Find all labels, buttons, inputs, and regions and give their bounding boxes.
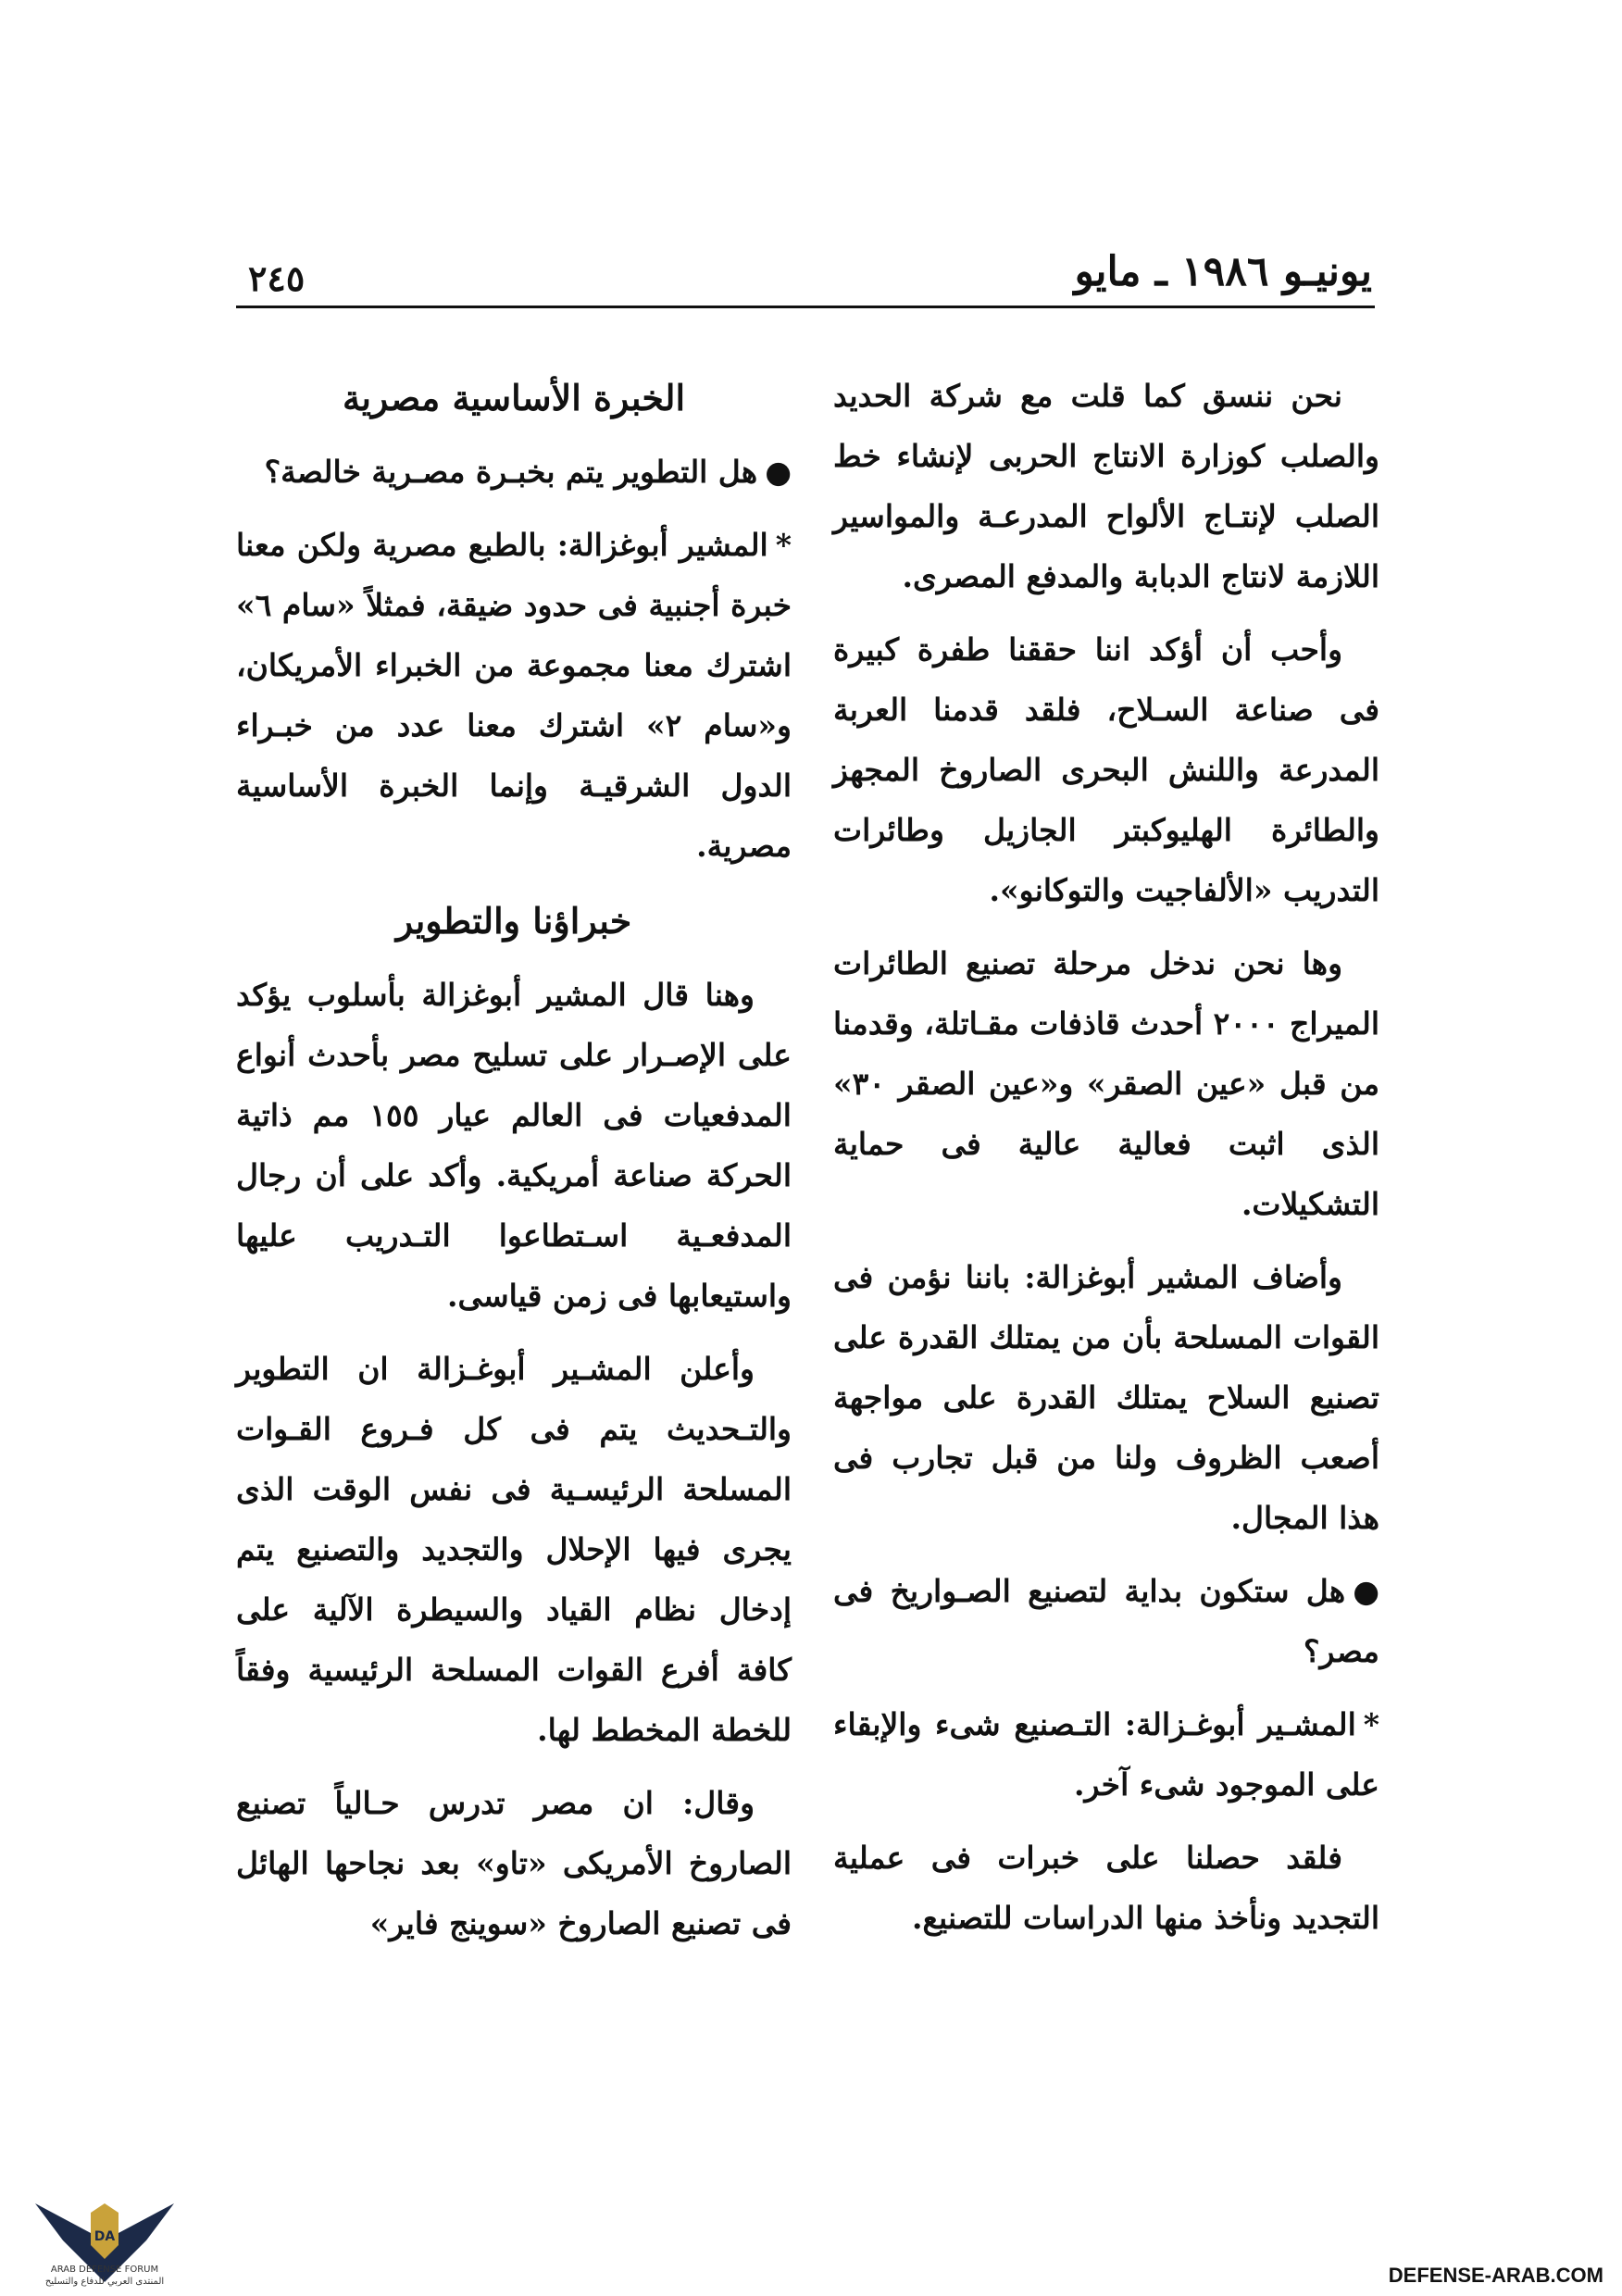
body-paragraph: نحن ننسق كما قلت مع شركة الحديد والصلب كوزارة الانتاج الحربى لإنشاء خط الصلب لإنتـاج الألواح المدرعـة والمواسير اللازمة لانتاج الدبابة والمدفع المصرى. [833,378,1379,594]
interview-question [833,1561,1379,1681]
answer-text: المشـير أبوغـزالة: التـصنيع شىء والإبقاء على الموجود شىء آخر. [833,1706,1379,1803]
left-text-column [236,366,792,1966]
page-number: ٢٤٥ [248,257,306,299]
body-paragraph: وهنا قال المشير أبوغزالة بأسلوب يؤكد على الإصـرار على تسليح مصر بأحدث أنواع المدفعيات فى العالم عيار ١٥٥ مم ذاتية الحركة صناعة أمريكية. وأكد على أن رجال المدفعـية اسـتطاعوا التـدريب عليها واستيعابها فى زمن قياسى. [236,977,792,1314]
interview-answer [236,515,792,876]
header-rule [236,306,1375,308]
logo-caption-ar: المنتدى العربي للدفاع والتسليح [44,2277,165,2287]
question-bullet-icon: ● [765,454,792,490]
body-paragraph: وأعلن المشـير أبوغـزالة ان التطوير والتـحديث يتم فى كل فـروع القـوات المسلحة الرئيسـية فى نفس الوقت الذى يجرى فيها الإحلال والتجديد والتصنيع يتم إدخال نظام القياد والسيطرة الآلية على كافة أفرع القوات المسلحة الرئيسية وفقاً للخطة المخطط لها. [236,1351,792,1748]
logo-caption-en: ARAB DEFENSE FORUM [50,2265,159,2275]
interview-question [236,442,792,502]
question-text: هل ستكون بداية لتصنيع الصـواريخ فى مصر؟ [833,1573,1379,1669]
answer-star-icon: * [775,527,792,563]
body-paragraph: وها نحن ندخل مرحلة تصنيع الطائرات الميراج ٢٠٠٠ أحدث قاذفات مقـاتلة، وقدمنا من قبل «عين الصقر» و«عين الصقر ٣٠» الذى اثبت فعالية عالية فى حماية التشكيلات. [833,945,1379,1222]
right-text-column [833,366,1379,1961]
body-paragraph: وأحب أن أؤكد اننا حققنا طفرة كبيرة فى صناعة السـلاح، فلقد قدمنا العربة المدرعة واللنش البحرى الصاروخ المجهز والطائرة الهليوكبتر الجازيل وطائرات التدريب «الألفاجيت والتوكانو». [833,631,1379,908]
logo-caption [26,2264,183,2288]
question-text: هل التطوير يتم بخبـرة مصـرية خالصة؟ [264,454,758,490]
section-heading: خبراؤنا والتطوير [395,900,632,942]
body-paragraph: وقال: ان مصر تدرس حـالياً تصنيع الصاروخ الأمريكى «تاو» بعد نجاحها الهائل فى تصنيع الصاروخ «سوينج فاير» [236,1785,792,1941]
site-watermark: DEFENSE-ARAB.COM [1388,2264,1603,2287]
logo-mark: DA [94,2229,116,2244]
answer-star-icon: * [1363,1706,1379,1742]
running-head: يونيـو ١٩٨٦ ـ مايو [1074,248,1372,295]
section-heading: الخبرة الأساسية مصرية [342,377,686,418]
body-paragraph: وأضاف المشير أبوغزالة: باننا نؤمن فى القوات المسلحة بأن من يمتلك القدرة على تصنيع السلاح يمتلك القدرة على مواجهة أصعب الظروف ولنا من قبل تجارب فى هذا المجال. [833,1259,1379,1536]
answer-text: المشير أبوغزالة: بالطبع مصرية ولكن معنا خبرة أجنبية فى حدود ضيقة، فمثلاً «سام ٦» اشترك معنا مجموعة من الخبراء الأمريكان، و«سام ٢» اشترك معنا عدد من خبـراء الدول الشرقيـة وإنما الخبرة الأساسية مصرية. [236,527,792,864]
body-paragraph: فلقد حصلنا على خبرات فى عملية التجديد ونأخذ منها الدراسات للتصنيع. [833,1840,1379,1936]
interview-answer [833,1694,1379,1815]
question-bullet-icon: ● [1353,1573,1379,1609]
